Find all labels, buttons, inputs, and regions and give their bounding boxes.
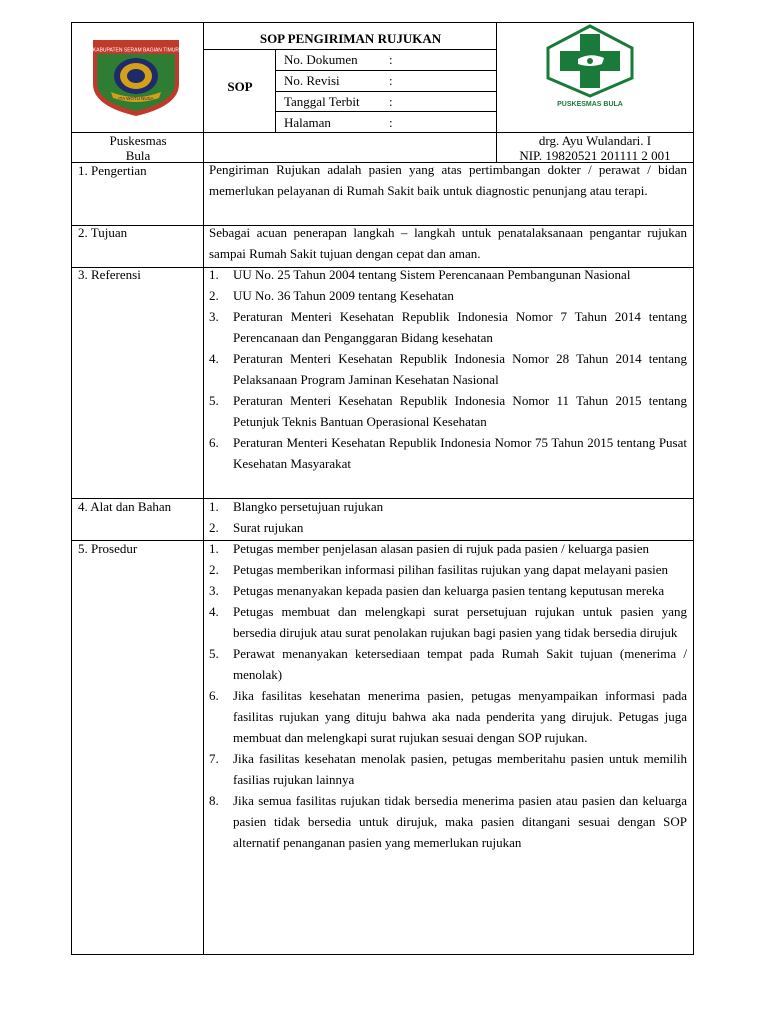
field-tanggal-terbit-label: Tanggal Terbit xyxy=(284,94,360,109)
org-name-line1: Puskesmas xyxy=(109,133,167,148)
field-no-dokumen-label: No. Dokumen xyxy=(284,52,358,67)
section-pengertian-text: Pengiriman Rujukan adalah pasien yang atas pertimbangan dokter / perawat / bidan memerlukan pelayanan di Rumah Sakit baik untuk diagnostic penunjang atau terapi. xyxy=(209,162,687,198)
field-halaman-sep: : xyxy=(389,115,393,130)
alat-item-text: Surat rujukan xyxy=(233,520,304,535)
field-halaman-label: Halaman xyxy=(284,115,331,130)
prosedur-item-text: Jika fasilitas kesehatan menerima pasien, petugas menyampaikan informasi pada fasilitas rujukan yang dituju bahwa aka nada penderita yang dirujuk. Petugas juga membuat dan melengkapi surat rujukan sesuai dengan SOP rujukan. xyxy=(233,688,687,745)
alat-item-text: Blangko persetujuan rujukan xyxy=(233,499,384,514)
list-item: 1. Petugas member penjelasan alasan pasien di rujuk pada pasien / keluarga pasien xyxy=(209,541,649,556)
list-item: 3. Petugas menanyakan kepada pasien dan keluarga pasien tentang keputusan mereka xyxy=(209,583,665,598)
list-item: 6. Peraturan Menteri Kesehatan Republik Indonesia Nomor 75 Tahun 2015 tentang Pusat Kesehatan Masyarakat xyxy=(209,435,687,471)
list-item: 5. Perawat menanyakan ketersediaan tempat pada Rumah Sakit tujuan (menerima / menolak) xyxy=(209,646,687,682)
field-no-dokumen-sep: : xyxy=(389,52,393,67)
list-item: 5. Peraturan Menteri Kesehatan Republik Indonesia Nomor 11 Tahun 2015 tentang Petunjuk Teknis Bantuan Operasional Kesehatan xyxy=(209,393,687,429)
referensi-item-text: Peraturan Menteri Kesehatan Republik Indonesia Nomor 28 Tahun 2014 tentang Pelaksanaan Program Jaminan Kesehatan Nasional xyxy=(233,351,687,387)
document-title: SOP PENGIRIMAN RUJUKAN xyxy=(259,31,442,46)
org-name-line2: Bula xyxy=(125,148,151,163)
prosedur-item-text: Petugas member penjelasan alasan pasien di rujuk pada pasien / keluarga pasien xyxy=(233,541,649,556)
prosedur-item-text: Jika fasilitas kesehatan menolak pasien, petugas memberitahu pasien untuk memilih fasilias rujukan lainnya xyxy=(233,751,687,787)
border-bottom xyxy=(71,954,694,955)
regency-logo xyxy=(89,36,183,123)
prosedur-item-text: Petugas memberikan informasi pilihan fasilitas rujukan yang dapat melayani pasien xyxy=(233,562,669,577)
list-item: 2. Petugas memberikan informasi pilihan fasilitas rujukan yang dapat melayani pasien xyxy=(209,562,669,577)
section-alat-label: 4. Alat dan Bahan xyxy=(78,499,172,514)
list-item: 2. UU No. 36 Tahun 2009 tentang Kesehatan xyxy=(209,288,454,303)
puskesmas-logo xyxy=(538,24,642,113)
list-item: 6. Jika fasilitas kesehatan menerima pasien, petugas menyampaikan informasi pada fasilitas rujukan yang dituju bahwa aka nada penderita yang dirujuk. Petugas juga membuat dan melengkapi surat rujukan sesuai dengan SOP rujukan. xyxy=(209,688,687,745)
list-item: 3. Peraturan Menteri Kesehatan Republik Indonesia Nomor 7 Tahun 2014 tentang Perencanaan dan Penganggaran Bidang kesehatan xyxy=(209,309,687,345)
field-no-revisi-label: No. Revisi xyxy=(284,73,340,88)
section-pengertian-label: 1. Pengertian xyxy=(78,163,147,178)
section-prosedur-label: 5. Prosedur xyxy=(78,541,138,556)
prosedur-item-text: Perawat menanyakan ketersediaan tempat pada Rumah Sakit tujuan (menerima / menolak) xyxy=(233,646,687,682)
section-tujuan-text: Sebagai acuan penerapan langkah – langkah untuk penatalaksanaan pengantar rujukan sampai Rumah Sakit tujuan dengan cepat dan aman. xyxy=(209,225,687,261)
field-no-revisi-sep: : xyxy=(389,73,393,88)
sop-label: SOP xyxy=(227,79,253,94)
list-item: 2. Surat rujukan xyxy=(209,520,304,535)
regency-logo-top-text: KABUPATEN SERAM BAGIAN TIMUR xyxy=(92,47,180,54)
list-item: 4. Petugas membuat dan melengkapi surat persetujuan rujukan untuk pasien yang bersedia dirujuk atau surat penolakan rujukan bagi pasien yang tidak bersedia dirujuk xyxy=(209,604,687,640)
list-item: 4. Peraturan Menteri Kesehatan Republik Indonesia Nomor 28 Tahun 2014 tentang Pelaksanaan Program Jaminan Kesehatan Nasional xyxy=(209,351,687,387)
prosedur-item-text: Petugas menanyakan kepada pasien dan keluarga pasien tentang keputusan mereka xyxy=(233,583,665,598)
field-tanggal-terbit-sep: : xyxy=(389,94,393,109)
referensi-list xyxy=(209,264,687,474)
regency-shield-icon xyxy=(89,36,183,118)
list-item: 1. UU No. 25 Tahun 2004 tentang Sistem Perencanaan Pembangunan Nasional xyxy=(209,267,631,282)
puskesmas-logo-text: PUSKESMAS BULA xyxy=(557,101,623,108)
signer-nip: NIP. 19820521 201111 2 001 xyxy=(519,148,671,163)
list-item: 8. Jika semua fasilitas rujukan tidak bersedia menerima pasien atau pasien dan keluarga pasien tidak bersedia untuk dirujuk, maka pasien ditangani sesuai dengan SOP alternatif penanganan pasien yang memerlukan rujukan xyxy=(209,793,687,850)
signer-name: drg. Ayu Wulandari. I xyxy=(538,133,652,148)
regency-logo-motto: ITA WOTU NUSA xyxy=(118,96,154,101)
prosedur-list xyxy=(209,538,687,853)
prosedur-item-text: Jika semua fasilitas rujukan tidak bersedia menerima pasien atau pasien dan keluarga pasien tidak bersedia untuk dirujuk, maka pasien ditangani sesuai dengan SOP alternatif penanganan pasien yang memerlukan rujukan xyxy=(233,793,687,850)
referensi-item-text: Peraturan Menteri Kesehatan Republik Indonesia Nomor 7 Tahun 2014 tentang Perencanaan dan Penganggaran Bidang kesehatan xyxy=(233,309,687,345)
alat-list xyxy=(209,496,687,538)
referensi-item-text: UU No. 25 Tahun 2004 tentang Sistem Perencanaan Pembangunan Nasional xyxy=(233,267,631,282)
section-referensi-label: 3. Referensi xyxy=(78,267,141,282)
referensi-item-text: Peraturan Menteri Kesehatan Republik Indonesia Nomor 75 Tahun 2015 tentang Pusat Kesehatan Masyarakat xyxy=(233,435,687,471)
prosedur-item-text: Petugas membuat dan melengkapi surat persetujuan rujukan untuk pasien yang bersedia dirujuk atau surat penolakan rujukan bagi pasien yang tidak bersedia dirujuk xyxy=(233,604,687,640)
puskesmas-logo-icon xyxy=(538,24,642,108)
section-tujuan-label: 2. Tujuan xyxy=(78,225,128,240)
referensi-item-text: UU No. 36 Tahun 2009 tentang Kesehatan xyxy=(233,288,454,303)
border-top xyxy=(71,22,694,23)
referensi-item-text: Peraturan Menteri Kesehatan Republik Indonesia Nomor 11 Tahun 2015 tentang Petunjuk Teknis Bantuan Operasional Kesehatan xyxy=(233,393,687,429)
list-item: 1. Blangko persetujuan rujukan xyxy=(209,499,384,514)
list-item: 7. Jika fasilitas kesehatan menolak pasien, petugas memberitahu pasien untuk memilih fasilias rujukan lainnya xyxy=(209,751,687,787)
